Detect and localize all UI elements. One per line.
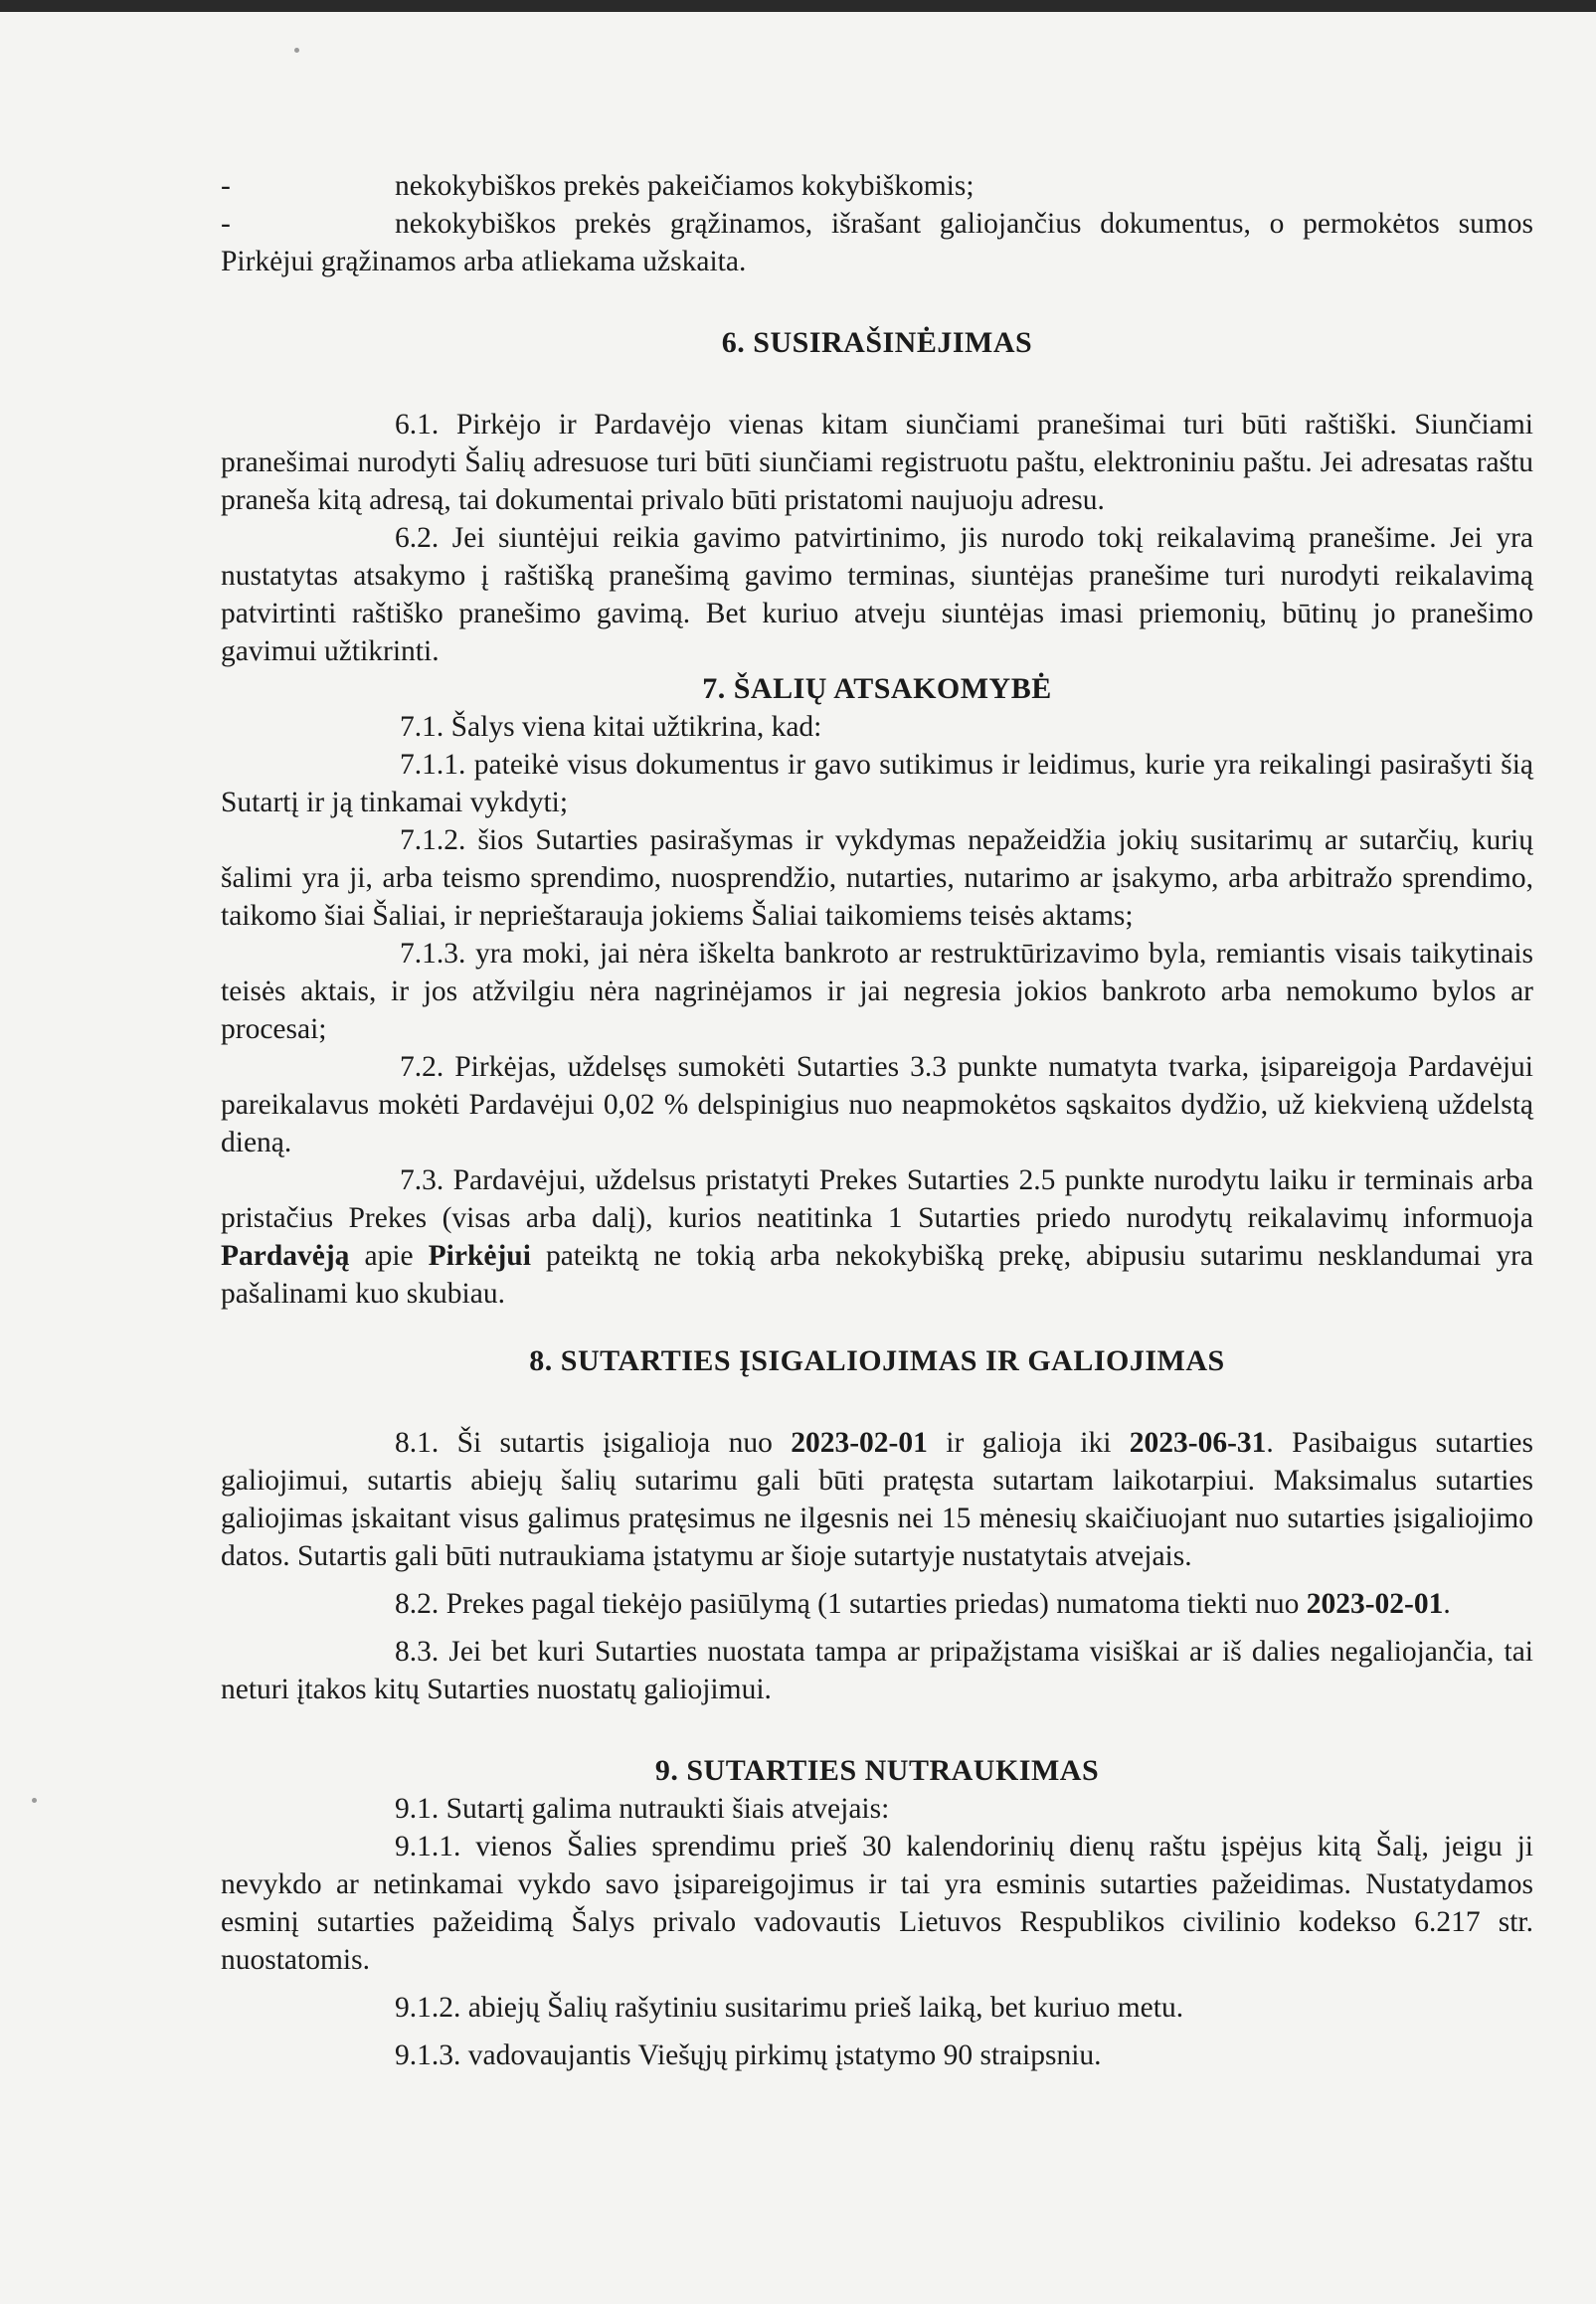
text-run: . Pasibaigus sutarties galiojimui, sutartis abiejų šalių sutarimu gali būti pratęsta sutartam laikotarpiui. Maksimalus sutarties galiojimas įskaitant visus galimus pratęsimus ne ilgesnis nei 15 mėnesių skaičiuojant nuo sutarties įsigaliojimo datos. Sutartis gali būti nutraukiama įstatymu ar šioje sutartyje nustatytais atvejais. bbox=[221, 1427, 1533, 1572]
section-heading: 9. SUTARTIES NUTRAUKIMAS bbox=[654, 1754, 1100, 1787]
paragraph-8-3: 8.3. Jei bet kuri Sutarties nuostata tampa ar pripažįstama visiškai ar iš dalies negaliojančia, tai neturi įtakos kitų Sutarties nuostatų galiojimui. bbox=[221, 1636, 1533, 1705]
paragraph-7-1: 7.1. Šalys viena kitai užtikrina, kad: bbox=[400, 711, 822, 743]
section-heading: 7. ŠALIŲ ATSAKOMYBĖ bbox=[702, 672, 1052, 705]
paragraph-6-1: 6.1. Pirkėjo ir Pardavėjo vienas kitam siunčiami pranešimai turi būti raštiški. Siunčiami pranešimai nurodyti Šalių adresuose turi būti siunčiami registruotu paštu, elektroniniu paštu. Jei adresatas raštu praneša kitą adresą, tai dokumentai privalo būti pristatomi naujuoju adresu. bbox=[221, 409, 1533, 516]
text-run: 7.3. Pardavėjui, uždelsus pristatyti Prekes Sutarties 2.5 punkte nurodytu laiku ir terminais arba pristačius Prekes (visas arba dalį), kurios neatitinka 1 Sutarties priedo nurodytų reikalavimų informuoja bbox=[221, 1164, 1533, 1234]
scan-edge bbox=[0, 0, 1596, 12]
paragraph-7-3 bbox=[221, 1161, 1533, 1313]
bullet-dash: - bbox=[221, 208, 231, 240]
section-heading: 8. SUTARTIES ĮSIGALIOJIMAS IR GALIOJIMAS bbox=[529, 1344, 1225, 1377]
text-run: 8.2. Prekes pagal tiekėjo pasiūlymą (1 sutarties priedas) numatoma tiekti nuo bbox=[395, 1588, 1307, 1620]
paragraph-9-1-2: 9.1.2. abiejų Šalių rašytiniu susitarimu prieš laiką, bet kuriuo metu. bbox=[395, 1992, 1184, 2024]
date-start: 2023-02-01 bbox=[791, 1427, 928, 1459]
list-item bbox=[221, 167, 1533, 205]
paragraph-9-1-3: 9.1.3. vadovaujantis Viešųjų pirkimų įstatymo 90 straipsniu. bbox=[395, 2039, 1102, 2071]
text-run-bold: Pirkėjui bbox=[428, 1240, 531, 1272]
text-run-bold: Pardavėją bbox=[221, 1240, 350, 1272]
text-run: apie bbox=[349, 1240, 429, 1272]
paragraph-9-1-1: 9.1.1. vienos Šalies sprendimu prieš 30 kalendorinių dienų raštu įspėjus kitą Šalį, jeigu ji nevykdo ar netinkamai vykdo savo įsipareigojimus ir tai yra esminis sutarties pažeidimas. Nustatydamos esminį sutarties pažeidimą Šalys privalo vadovautis Lietuvos Respublikos civilinio kodekso 6.217 str. nuostatomis. bbox=[221, 1831, 1533, 1976]
section-heading: 6. SUSIRAŠINĖJIMAS bbox=[721, 326, 1033, 359]
text-run: pateiktą ne tokią arba nekokybišką prekę, abipusiu sutarimu nesklandumai yra pašalinami kuo skubiau. bbox=[221, 1240, 1533, 1310]
paragraph-7-2: 7.2. Pirkėjas, uždelsęs sumokėti Sutarties 3.3 punkte numatyta tvarka, įsipareigoja Pardavėjui pareikalavus mokėti Pardavėjui 0,02 % delspinigius nuo neapmokėtos sąskaitos dydžio, už kiekvieną uždelstą dieną. bbox=[221, 1051, 1533, 1158]
paragraph-6-2: 6.2. Jei siuntėjui reikia gavimo patvirtinimo, jis nurodo tokį reikalavimą pranešime. Jei yra nustatytas atsakymo į raštišką pranešimą gavimo terminas, siuntėjas pranešime turi nurodyti reikalavimą patvirtinti raštiško pranešimo gavimą. Bet kuriuo atveju siuntėjas imasi priemonių, būtinų jo pranešimo gavimui užtikrinti. bbox=[221, 522, 1533, 667]
text-run: 8.1. Ši sutartis įsigalioja nuo bbox=[395, 1427, 792, 1459]
bullet-dash: - bbox=[221, 170, 231, 202]
bullet-text: nekokybiškos prekės grąžinamos, išrašant galiojančius dokumentus, o permokėtos sumos Pirkėjui grąžinamos arba atliekama užskaita. bbox=[221, 208, 1533, 277]
paragraph-8-1 bbox=[221, 1424, 1533, 1575]
scan-speck bbox=[294, 48, 299, 53]
bullet-text: nekokybiškos prekės pakeičiamos kokybiškomis; bbox=[395, 170, 975, 202]
date-delivery: 2023-02-01 bbox=[1306, 1588, 1444, 1620]
list-item bbox=[221, 205, 1533, 280]
scan-speck bbox=[32, 1798, 37, 1803]
text-run: . bbox=[1443, 1588, 1451, 1620]
paragraph-7-1-3: 7.1.3. yra moki, jai nėra iškelta bankroto ar restruktūrizavimo byla, remiantis visais taikytinais teisės aktais, ir jos atžvilgiu nėra nagrinėjamos ir jai negresia jokios bankroto arba nemokumo bylos ar procesai; bbox=[221, 938, 1533, 1045]
paragraph-7-1-1: 7.1.1. pateikė visus dokumentus ir gavo sutikimus ir leidimus, kurie yra reikalingi pasirašyti šią Sutartį ir ją tinkamai vykdyti; bbox=[221, 749, 1533, 818]
text-run: ir galioja iki bbox=[927, 1427, 1130, 1459]
paragraph-8-2 bbox=[221, 1585, 1533, 1623]
date-end: 2023-06-31 bbox=[1129, 1427, 1267, 1459]
document-body bbox=[221, 167, 1533, 2074]
paragraph-7-1-2: 7.1.2. šios Sutarties pasirašymas ir vykdymas nepažeidžia jokių susitarimų ar sutarčių, kurių šalimi yra ji, arba teismo sprendimo, nuosprendžio, nutarties, nutarimo ar įsakymo, arba arbitražo sprendimo, taikomo šiai Šaliai, ir neprieštarauja jokiems Šaliai taikomiems teisės aktams; bbox=[221, 824, 1533, 932]
paragraph-9-1: 9.1. Sutartį galima nutraukti šiais atvejais: bbox=[395, 1793, 890, 1825]
